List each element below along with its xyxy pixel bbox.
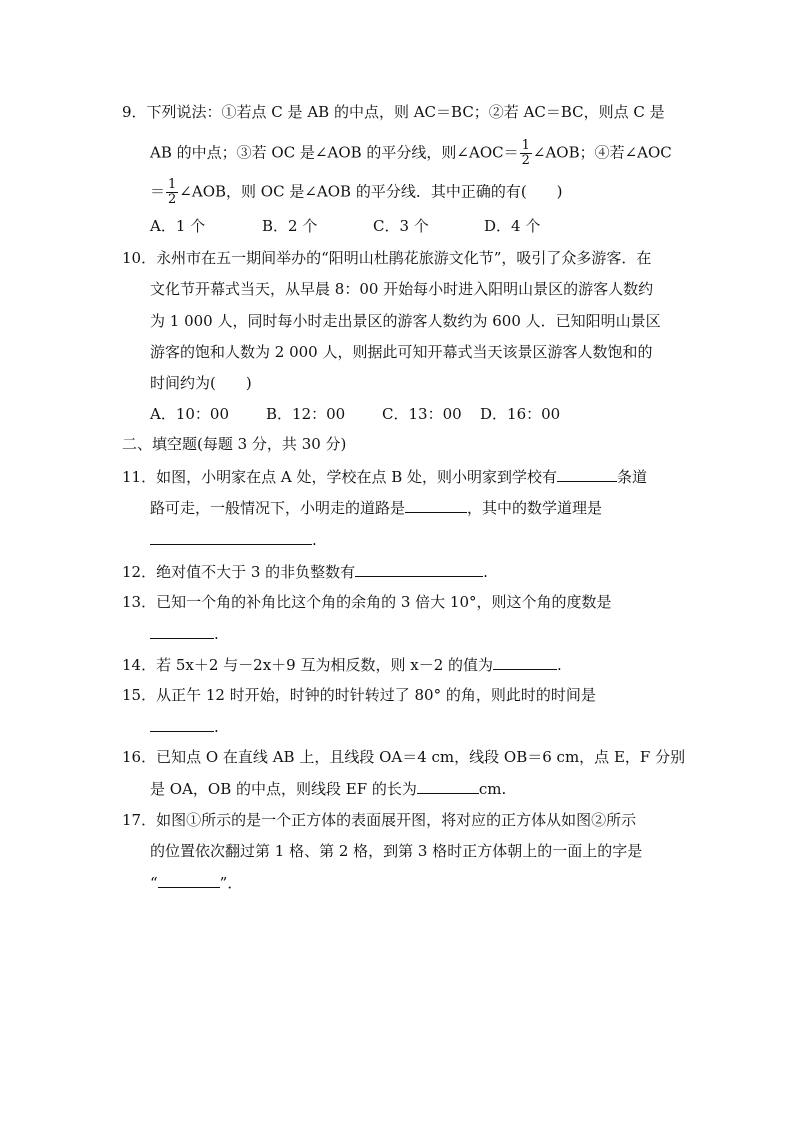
section-title-fill-in: 二、填空题(每题 3 分，共 30 分) xyxy=(122,435,347,453)
q15-line2 xyxy=(150,716,219,737)
q9-line2-text-b: ∠AOB；④若∠AOC xyxy=(532,143,672,162)
q9-line1: 9．下列说法：①若点 C 是 AB 的中点，则 AC＝BC；②若 AC＝BC，则点 C 是 xyxy=(122,103,665,121)
q10-line4: 游客的饱和人数为 2 000 人，则据此可知开幕式当天该景区游客人数饱和的 xyxy=(150,343,653,361)
q12-answer-blank[interactable] xyxy=(355,561,483,577)
q12-end: . xyxy=(483,563,488,581)
q17-answer-blank[interactable] xyxy=(158,872,220,888)
q9-option-b: B．2 个 xyxy=(262,217,318,235)
q9-line3 xyxy=(150,178,563,207)
q9-line2-text-a: AB 的中点；③若 OC 是∠AOB 的平分线，则∠AOC＝ xyxy=(150,143,519,162)
q9-line3-text-b: ∠AOB，则 OC 是∠AOB 的平分线．其中正确的有( ) xyxy=(179,182,563,201)
q10-option-d: D．16：00 xyxy=(480,405,561,423)
q15-end: . xyxy=(214,718,219,736)
q11-line2 xyxy=(150,497,602,518)
frac-numerator: 1 xyxy=(168,177,177,192)
q11-answer-blank-2[interactable] xyxy=(405,497,467,513)
q17-line1: 17．如图①所示的是一个正方体的表面展开图，将对应的正方体从如图②所示 xyxy=(122,811,637,829)
q11-line1-text-a: 11．如图，小明家在点 A 处，学校在点 B 处，则小明家到学校有 xyxy=(122,468,558,486)
q15-answer-blank[interactable] xyxy=(150,716,214,732)
q14-end: . xyxy=(557,656,562,674)
q14-text: 14．若 5x＋2 与－2x＋9 互为相反数，则 x－2 的值为 xyxy=(122,656,494,674)
q9-line3-text-a: ＝ xyxy=(150,182,166,201)
q11-line1 xyxy=(122,466,647,487)
frac-numerator: 1 xyxy=(521,138,530,153)
q10-line5: 时间约为( ) xyxy=(150,374,252,392)
q13-end: . xyxy=(214,625,219,643)
q17-open-quote: “ xyxy=(150,874,158,892)
q10-line1: 10．永州市在五一期间举办的“阳明山杜鹃花旅游文化节”，吸引了众多游客．在 xyxy=(122,249,652,267)
q9-option-d: D．4 个 xyxy=(484,217,541,235)
q10-option-a: A．10：00 xyxy=(150,405,230,423)
q11-answer-blank-3[interactable] xyxy=(150,529,312,545)
q12-line xyxy=(122,561,488,582)
q9-fraction-1 xyxy=(520,139,532,168)
q17-line2: 的位置依次翻过第 1 格、第 2 格，到第 3 格时正方体朝上的一面上的字是 xyxy=(150,842,643,860)
q16-line2 xyxy=(150,778,506,799)
q13-line1: 13．已知一个角的补角比这个角的余角的 3 倍大 10°，则这个角的度数是 xyxy=(122,593,612,611)
frac-denominator: 2 xyxy=(168,192,177,207)
q12-text: 12．绝对值不大于 3 的非负整数有 xyxy=(122,563,356,581)
q10-line3: 为 1 000 人，同时每小时走出景区的游客人数约为 600 人．已知阳明山景区 xyxy=(150,312,661,330)
q10-option-b: B．12：00 xyxy=(266,405,346,423)
q10-option-c: C．13：00 xyxy=(382,405,462,423)
q9-option-a: A．1 个 xyxy=(150,217,206,235)
q11-line3-end: . xyxy=(312,531,317,549)
q13-answer-blank[interactable] xyxy=(150,623,214,639)
q13-line2 xyxy=(150,623,219,644)
q17-line3 xyxy=(150,872,242,893)
q11-line1-text-b: 条道 xyxy=(617,468,648,486)
q16-line2-text-a: 是 OA，OB 的中点，则线段 EF 的长为 xyxy=(150,780,417,798)
q10-line2: 文化节开幕式当天，从早晨 8：00 开始每小时进入阳明山景区的游客人数约 xyxy=(150,280,654,298)
q15-line1: 15．从正午 12 时开始，时钟的时针转过了 80° 的角，则此时的时间是 xyxy=(122,686,596,704)
q17-close-quote: ”． xyxy=(219,874,243,892)
q14-line xyxy=(122,654,562,675)
q11-line3 xyxy=(150,529,317,550)
q16-line1: 16．已知点 O 在直线 AB 上，且线段 OA＝4 cm，线段 OB＝6 cm，点 E，F 分别 xyxy=(122,748,686,766)
q16-answer-blank[interactable] xyxy=(417,778,479,794)
q11-answer-blank-1[interactable] xyxy=(557,466,617,482)
q9-line2 xyxy=(150,139,672,168)
frac-denominator: 2 xyxy=(521,153,530,168)
q11-line2-text-b: ，其中的数学道理是 xyxy=(467,499,603,517)
q9-fraction-2 xyxy=(166,178,178,207)
q16-line2-text-b: cm. xyxy=(478,780,507,798)
q9-option-c: C．3 个 xyxy=(373,217,429,235)
q14-answer-blank[interactable] xyxy=(493,654,557,670)
q11-line2-text-a: 路可走，一般情况下，小明走的道路是 xyxy=(150,499,406,517)
